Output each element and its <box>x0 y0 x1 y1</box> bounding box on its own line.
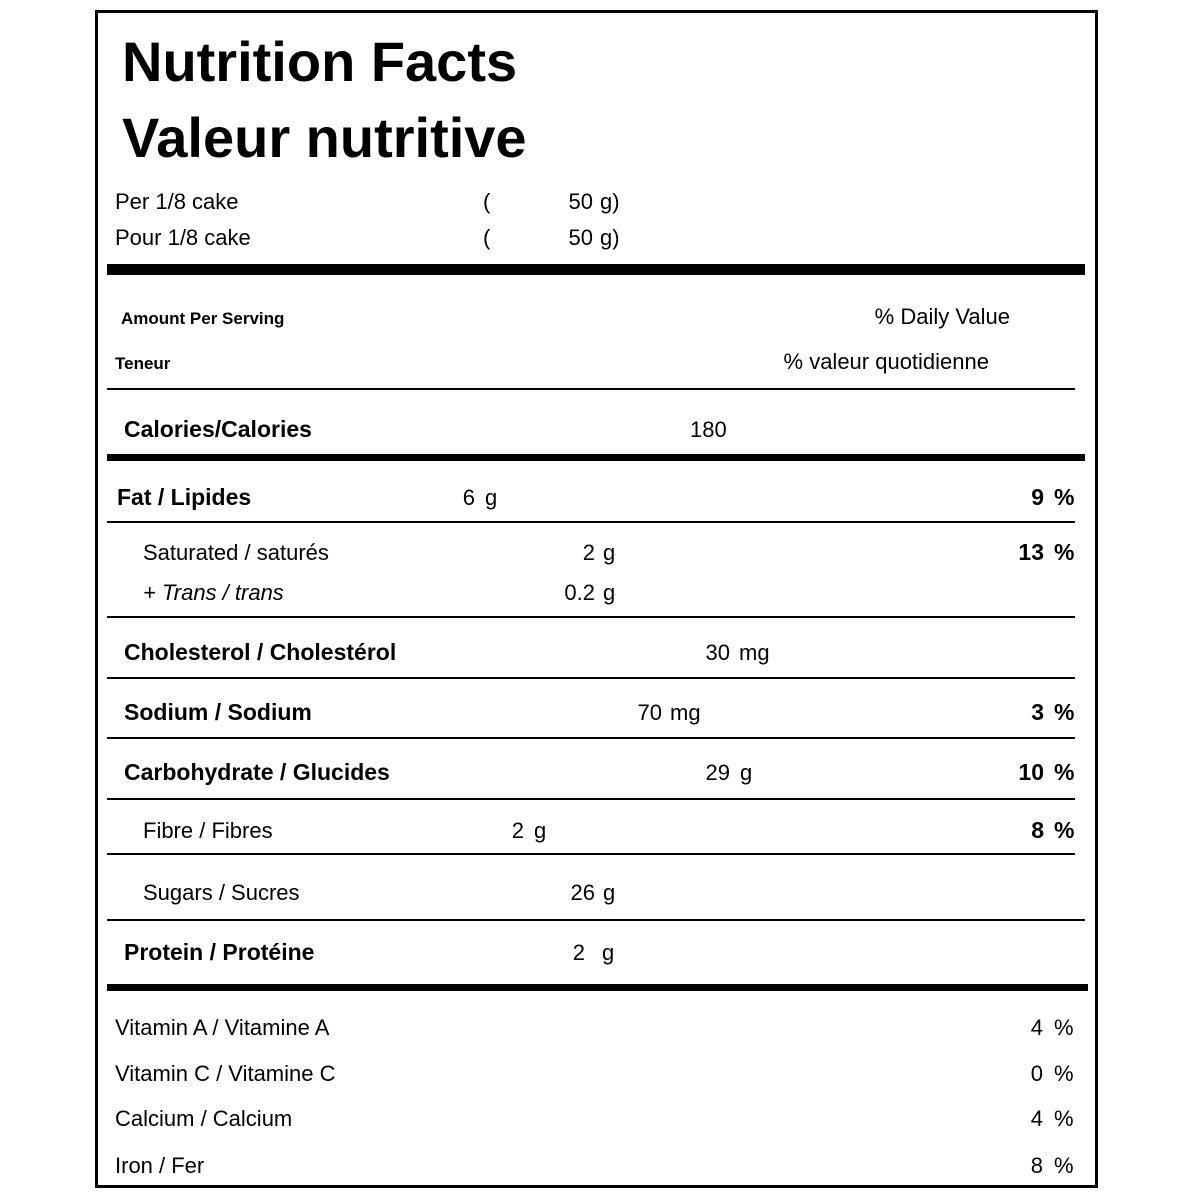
serving-paren-en: ( <box>483 189 491 214</box>
carbohydrate-dv: 10 <box>1018 759 1044 785</box>
carbohydrate-pct: % <box>1054 759 1075 785</box>
calories-value: 180 <box>690 417 727 442</box>
sugars-amount: 26 <box>570 880 595 905</box>
saturated-pct: % <box>1054 539 1075 565</box>
calories-divider <box>107 454 1085 461</box>
fibre-pct: % <box>1054 817 1075 843</box>
fat-pct: % <box>1054 484 1075 510</box>
divider <box>107 388 1075 390</box>
sodium-unit: mg <box>670 700 701 725</box>
protein-label: Protein / Protéine <box>124 939 315 965</box>
calcium-dv: 4 <box>1030 1106 1043 1131</box>
protein-unit: g <box>602 940 615 965</box>
serving-label-fr: Pour 1/8 cake <box>115 225 251 250</box>
fibre-amount: 2 <box>511 818 524 843</box>
thick-divider <box>107 264 1085 275</box>
sodium-amount: 70 <box>637 700 662 725</box>
trans-unit: g <box>603 580 616 605</box>
calories-label: Calories/Calories <box>124 416 312 442</box>
protein-divider <box>107 984 1088 991</box>
serving-unit-en: g) <box>600 189 620 214</box>
fat-dv: 9 <box>1031 484 1044 510</box>
fat-unit: g <box>485 485 498 510</box>
serving-amount-en: 50 <box>568 189 593 214</box>
vitamin-a-pct: % <box>1054 1015 1074 1040</box>
protein-amount: 2 <box>572 940 585 965</box>
calcium-label: Calcium / Calcium <box>115 1106 293 1131</box>
trans-amount: 0.2 <box>564 580 595 605</box>
divider <box>107 521 1075 523</box>
vitamin-c-dv: 0 <box>1030 1061 1043 1086</box>
saturated-amount: 2 <box>582 540 595 565</box>
cholesterol-unit: mg <box>739 640 770 665</box>
iron-dv: 8 <box>1030 1153 1043 1178</box>
iron-pct: % <box>1054 1153 1074 1178</box>
fibre-unit: g <box>534 818 547 843</box>
vitamin-c-label: Vitamin C / Vitamine C <box>115 1061 336 1086</box>
divider <box>107 677 1075 679</box>
title-english: Nutrition Facts <box>122 30 518 93</box>
sugars-label: Sugars / Sucres <box>143 880 300 905</box>
daily-value-header-en: % Daily Value <box>874 304 1010 329</box>
serving-paren-fr: ( <box>483 225 491 250</box>
sugars-unit: g <box>603 880 616 905</box>
divider <box>107 798 1075 800</box>
fibre-dv: 8 <box>1031 817 1044 843</box>
cholesterol-label: Cholesterol / Cholestérol <box>124 639 397 665</box>
trans-label: + Trans / trans <box>143 580 284 605</box>
saturated-label: Saturated / saturés <box>143 540 329 565</box>
saturated-dv: 13 <box>1018 539 1044 565</box>
vitamin-a-dv: 4 <box>1030 1015 1043 1040</box>
carbohydrate-unit: g <box>740 760 753 785</box>
calcium-pct: % <box>1054 1106 1074 1131</box>
divider <box>107 737 1075 739</box>
title-french: Valeur nutritive <box>122 106 527 169</box>
serving-label-en: Per 1/8 cake <box>115 189 239 214</box>
fibre-label: Fibre / Fibres <box>143 818 273 843</box>
iron-label: Iron / Fer <box>115 1153 205 1178</box>
carbohydrate-amount: 29 <box>705 760 730 785</box>
cholesterol-amount: 30 <box>705 640 730 665</box>
sodium-dv: 3 <box>1031 699 1044 725</box>
serving-amount-fr: 50 <box>568 225 593 250</box>
sodium-pct: % <box>1054 699 1075 725</box>
fat-amount: 6 <box>462 485 475 510</box>
sodium-label: Sodium / Sodium <box>124 699 312 725</box>
divider <box>107 853 1075 855</box>
amount-per-serving-header: Amount Per Serving <box>121 309 285 328</box>
serving-unit-fr: g) <box>600 225 620 250</box>
teneur-header: Teneur <box>115 354 171 373</box>
fat-label: Fat / Lipides <box>117 484 252 510</box>
daily-value-header-fr: % valeur quotidienne <box>783 349 989 374</box>
vitamin-c-pct: % <box>1054 1061 1074 1086</box>
vitamin-a-label: Vitamin A / Vitamine A <box>115 1015 330 1040</box>
divider <box>107 919 1085 921</box>
carbohydrate-label: Carbohydrate / Glucides <box>124 759 390 785</box>
divider <box>107 616 1075 618</box>
saturated-unit: g <box>603 540 616 565</box>
